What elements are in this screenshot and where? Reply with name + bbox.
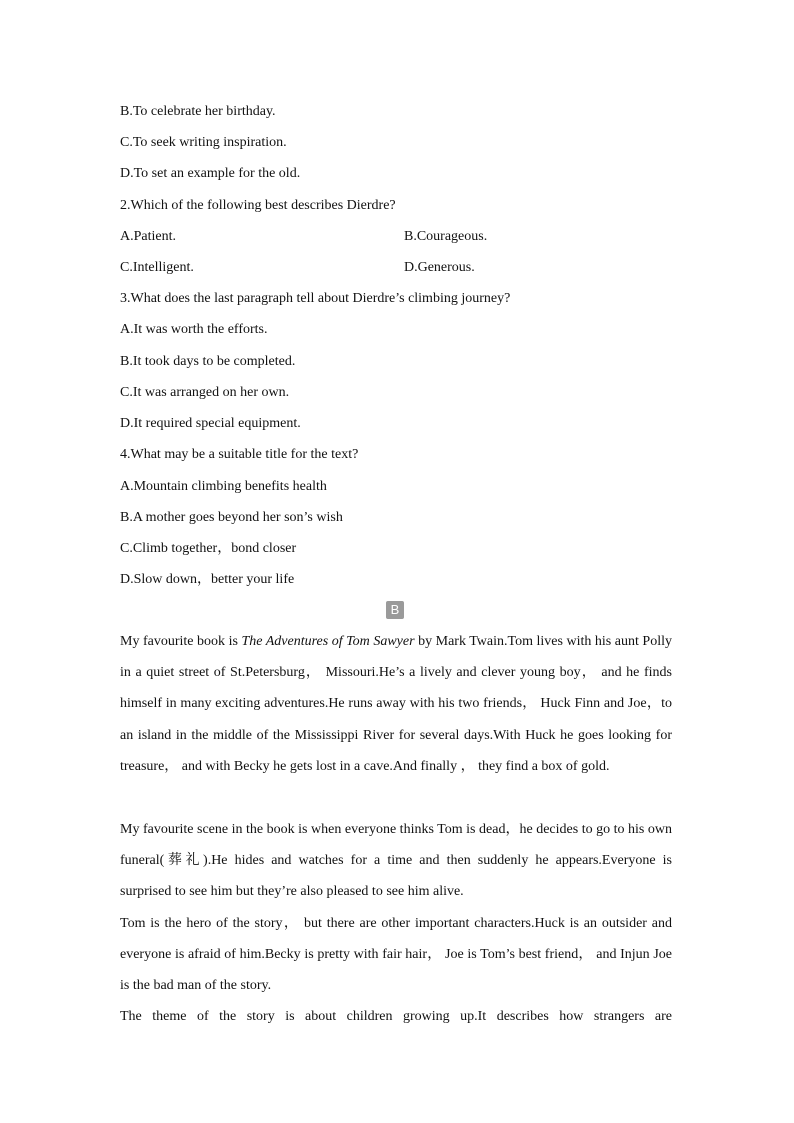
paragraph-2: My favourite scene in the book is when everyone thinks Tom is dead，he decides to go to his own funeral(葬礼).He hides and watches for a time and then suddenly he appears.Everyone is surprised to see him but they’re also pleased to see him alive. (120, 822, 672, 900)
q1-option-c: C.To seek writing inspiration. (120, 135, 287, 150)
q1-option-b: B.To celebrate her birthday. (120, 104, 276, 119)
q3-stem: 3.What does the last paragraph tell about Dierdre’s climbing journey? (120, 291, 511, 306)
paragraph-1-body: by Mark Twain.Tom lives with his aunt Polly in a quiet street of St.Petersburg， Missouri.He’s a lively and clever young boy， and he finds himself in many exciting adventures.He runs away with his two friends， Huck Finn and Joe，to an island in the middle of the Mississippi River for several days.With Huck he goes looking for treasure， and with Becky he gets lost in a cave.And finally ， they find a box of gold. (120, 634, 672, 774)
q2-option-b: B.Courageous. (404, 229, 488, 244)
q4-option-a: A.Mountain climbing benefits health (120, 479, 327, 494)
q2-option-d: D.Generous. (404, 260, 475, 275)
q4-option-d: D.Slow down，better your life (120, 572, 295, 587)
q3-option-c: C.It was arranged on her own. (120, 385, 290, 400)
q4-stem: 4.What may be a suitable title for the text? (120, 447, 359, 462)
q3-option-b: B.It took days to be completed. (120, 354, 296, 369)
q1-option-d: D.To set an example for the old. (120, 166, 301, 181)
paragraph-4: The theme of the story is about children growing up.It describes how strangers are (120, 1009, 672, 1024)
q2-option-c: C.Intelligent. (120, 260, 194, 275)
paragraph-1-intro: My favourite book is (120, 634, 242, 649)
paragraph-1 (120, 626, 672, 782)
q3-option-d: D.It required special equipment. (120, 416, 301, 431)
q4-option-c: C.Climb together，bond closer (120, 541, 297, 556)
section-b-marker: B (386, 601, 404, 619)
q2-stem: 2.Which of the following best describes Dierdre? (120, 198, 396, 213)
paragraph-3: Tom is the hero of the story， but there are other important characters.Huck is an outsider and everyone is afraid of him.Becky is pretty with fair hair， Joe is Tom’s best friend， and Injun Joe is the bad man of the story. (120, 916, 672, 994)
q3-option-a: A.It was worth the efforts. (120, 322, 268, 337)
q2-option-a: A.Patient. (120, 229, 176, 244)
q4-option-b: B.A mother goes beyond her son’s wish (120, 510, 343, 525)
book-title: The Adventures of Tom Sawyer (241, 634, 415, 649)
